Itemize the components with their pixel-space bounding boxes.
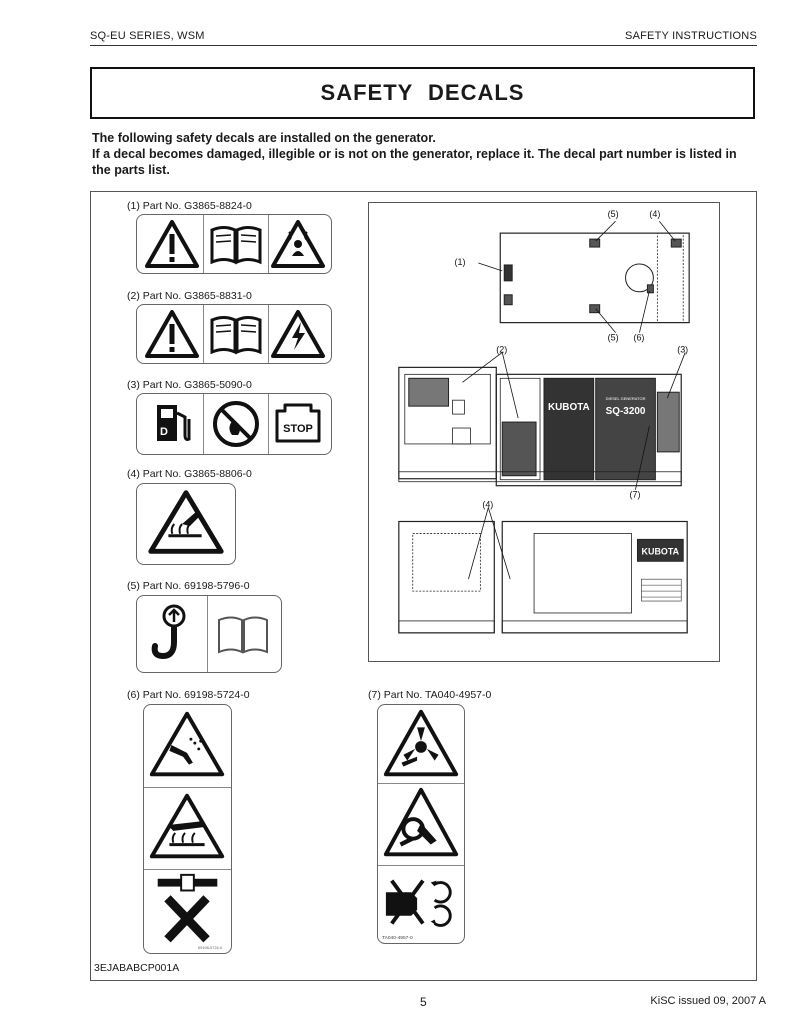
decal-7-code: TA040-4957-0 [382,936,413,942]
side-views [399,521,687,632]
hot-liquid-icon [144,787,231,870]
decal-3 [136,393,332,455]
intro-text [92,130,758,178]
hot-surface-icon [143,484,229,564]
decal-3-label: (3) Part No. G3865-5090-0 [127,379,252,391]
header-rule [90,45,757,46]
issue-date: KiSC issued 09, 2007 A [650,995,766,1007]
decal-1 [136,214,332,274]
no-fire-icon [203,394,269,454]
page-number: 5 [420,995,427,1009]
page-title: SAFETY DECALS [320,80,525,105]
brand-label-side: KUBOTA [641,546,680,557]
svg-text:D: D [160,426,168,438]
callout-5-bottom: (5) [607,332,619,343]
generator-drawing [369,203,719,661]
fuel-pump-icon [141,394,203,454]
decal-5 [136,595,282,673]
decal-4 [136,483,236,565]
manual-book-icon [203,215,269,273]
decal-7-label: (7) Part No. TA040-4957-0 [368,689,492,701]
decal-6-label: (6) Part No. 69198-5724-0 [127,689,250,701]
pressurized-spray-icon [144,705,231,788]
figure-code: 3EJABABCP001A [94,962,180,974]
callout-7: (7) [629,489,641,500]
warning-triangle-icon [141,215,203,273]
callout-4-side: (4) [482,499,494,510]
stop-engine-icon [267,394,329,454]
brand-label: KUBOTA [547,402,590,414]
decal-4-label: (4) Part No. G3865-8806-0 [127,468,252,480]
callout-6: (6) [633,332,645,343]
electric-shock-icon [267,305,329,363]
model-label: SQ-3200 [605,406,646,418]
header-section: SAFETY INSTRUCTIONS [625,30,757,42]
exhaust-hazard-icon [267,215,329,273]
callout-1: (1) [454,256,466,267]
decal-location-figure [368,202,720,662]
header-series: SQ-EU SERIES, WSM [90,30,205,42]
decal-6-code: 69198-5724-0 [197,945,223,951]
generator-plate: DIESEL GENERATOR [605,396,646,402]
manual-book-icon [209,596,277,672]
stop-text: STOP [283,423,313,435]
callout-2: (2) [496,344,508,355]
warning-triangle-icon [141,305,203,363]
no-hands-rotating-icon [378,865,464,943]
intro-line-2: If a decal becomes damaged, illegible or is not on the generator, replace it. The decal part number is listed in the parts list. [92,147,737,177]
decal-5-label: (5) Part No. 69198-5796-0 [127,580,250,592]
callout-4-top: (4) [649,209,661,220]
top-view [500,233,689,322]
decal-2-label: (2) Part No. G3865-8831-0 [127,290,252,302]
no-open-cap-icon [144,869,231,953]
callout-5-top: (5) [607,209,619,220]
intro-line-1: The following safety decals are installed on the generator. [92,131,436,145]
lifting-hook-icon [141,596,208,672]
decal-1-label: (1) Part No. G3865-8824-0 [127,200,252,212]
title-box [90,67,755,119]
fan-hazard-icon [378,705,464,784]
decal-2 [136,304,332,364]
decal-6 [143,704,232,954]
callout-3: (3) [677,344,689,355]
front-view [399,367,681,485]
belt-entanglement-icon [378,783,464,866]
decal-7 [377,704,465,944]
manual-book-icon [203,305,269,363]
